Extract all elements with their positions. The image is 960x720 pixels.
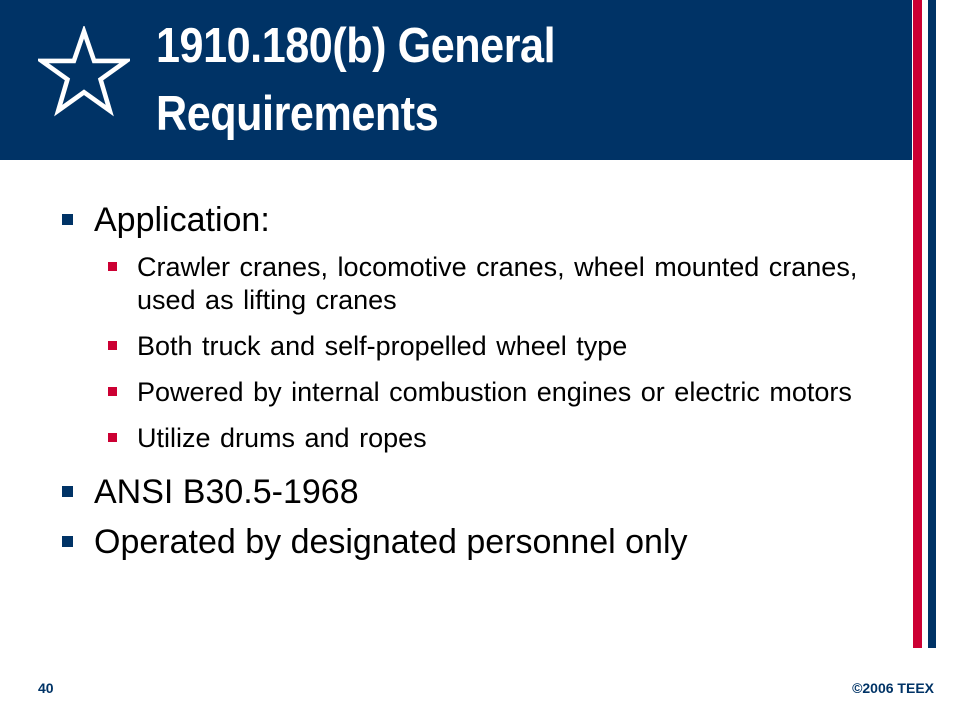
bullet-text: Powered by internal combustion engines or electric motors	[137, 377, 852, 407]
sub-bullet-truck-type	[108, 330, 877, 363]
slide-title	[156, 12, 807, 148]
bullet-operated	[62, 522, 902, 562]
star-icon	[38, 26, 130, 118]
square-bullet-icon	[108, 262, 117, 271]
bullet-text: Utilize drums and ropes	[137, 423, 427, 453]
square-bullet-icon	[62, 536, 73, 547]
slide-title-line1: 1910.180(b) General	[156, 19, 556, 73]
header-bar	[0, 0, 912, 160]
square-bullet-icon	[108, 387, 117, 396]
bullet-text: ANSI B30.5-1968	[94, 473, 359, 511]
square-bullet-icon	[108, 433, 117, 442]
bullet-text: Both truck and self-propelled wheel type	[137, 331, 628, 361]
page-number: 40	[38, 680, 54, 696]
sub-bullet-drums-ropes	[108, 422, 877, 455]
square-bullet-icon	[62, 486, 73, 497]
bullet-text: Operated by designated personnel only	[94, 523, 688, 561]
copyright-text: ©2006 TEEX	[852, 680, 934, 696]
bullet-list	[62, 200, 902, 562]
bullet-text: Application:	[94, 201, 270, 239]
bullet-text: Crawler cranes, locomotive cranes, wheel mounted cranes, used as lifting cranes	[137, 252, 858, 315]
square-bullet-icon	[108, 341, 117, 350]
square-bullet-icon	[62, 214, 73, 225]
slide-title-line2: Requirements	[156, 87, 439, 141]
sub-bullet-powered	[108, 376, 877, 409]
bullet-application	[62, 200, 902, 240]
decorative-stripe-red	[913, 0, 922, 648]
decorative-stripe-navy	[928, 0, 936, 648]
bullet-ansi	[62, 472, 902, 512]
sub-bullet-crane-types	[108, 251, 877, 317]
